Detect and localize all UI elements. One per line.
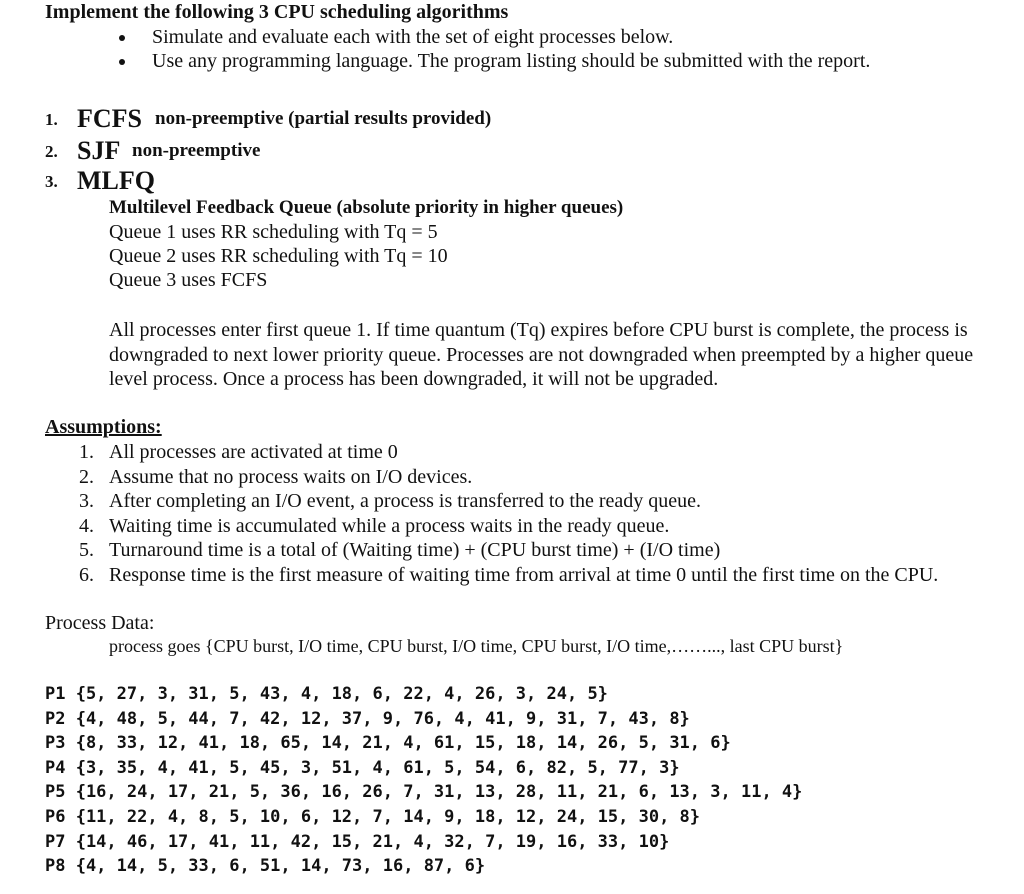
queue-line: Queue 1 uses RR scheduling with Tq = 5 [109,221,438,243]
list-item [79,514,938,539]
item-number: 1. [45,110,58,129]
process-line-p5: P5 {16, 24, 17, 21, 5, 36, 16, 26, 7, 31, 13, 28, 11, 21, 6, 13, 3, 11, 4} [45,782,803,803]
queue-line: Queue 3 uses FCFS [109,269,268,291]
process-line-p2: P2 {4, 48, 5, 44, 7, 42, 12, 37, 9, 76, 4, 41, 9, 31, 7, 43, 8} [45,708,690,729]
page-title: Implement the following 3 CPU scheduling algorithms [45,1,509,23]
assumptions-title: Assumptions: [45,416,162,438]
item-number: 4. [79,514,94,537]
algorithm-name: MLFQ [77,166,155,195]
list-item [79,465,938,490]
bullet-item: Use any programming language. The program listing should be submitted with the report. [152,50,871,72]
algorithm-desc: non-preemptive [132,140,261,161]
process-line-p7: P7 {14, 46, 17, 41, 11, 42, 15, 21, 4, 32, 7, 19, 16, 33, 10} [45,831,670,852]
queue-line: Queue 2 uses RR scheduling with Tq = 10 [109,245,448,267]
process-line-p3: P3 {8, 33, 12, 41, 18, 65, 14, 21, 4, 61, 15, 18, 14, 26, 5, 31, 6} [45,733,731,754]
process-line-p8: P8 {4, 14, 5, 33, 6, 51, 14, 73, 16, 87, 6} [45,856,486,877]
algorithm-name: SJF [77,136,121,165]
assumptions-list [79,440,938,588]
item-number: 3. [79,490,94,513]
item-text: Assume that no process waits on I/O devices. [109,465,473,488]
item-text: After completing an I/O event, a process is transferred to the ready queue. [109,490,701,513]
item-text: Response time is the first measure of waiting time from arrival at time 0 until the first time on the CPU. [109,563,939,586]
process-list [45,682,802,879]
bullet-item: Simulate and evaluate each with the set of eight processes below. [152,26,674,48]
algorithm-desc: non-preemptive (partial results provided) [155,108,492,129]
item-number: 2. [79,465,94,488]
item-text: Turnaround time is a total of (Waiting time) + (CPU burst time) + (I/O time) [109,539,721,562]
process-line-p4: P4 {3, 35, 4, 41, 5, 45, 3, 51, 4, 61, 5, 54, 6, 82, 5, 77, 3} [45,757,680,778]
item-number: 1. [79,441,94,463]
process-line-p1: P1 {5, 27, 3, 31, 5, 43, 4, 18, 6, 22, 4, 26, 3, 24, 5} [45,684,608,704]
item-number: 3. [45,172,58,191]
bullet-icon [119,59,125,65]
list-item [79,538,938,563]
process-data-title: Process Data: [45,612,155,634]
process-data-description: process goes {CPU burst, I/O time, CPU burst, I/O time, CPU burst, I/O time,……..., last CPU burst} [109,636,844,656]
item-number: 2. [45,142,58,161]
item-number: 5. [79,539,94,562]
list-item [79,440,938,465]
bullet-icon [119,35,125,41]
list-item [79,563,938,588]
mlfq-title: Multilevel Feedback Queue (absolute priority in higher queues) [109,197,624,218]
item-text: Waiting time is accumulated while a process waits in the ready queue. [109,514,670,537]
process-line-p6: P6 {11, 22, 4, 8, 5, 10, 6, 12, 7, 14, 9, 18, 12, 24, 15, 30, 8} [45,806,701,827]
mlfq-paragraph: All processes enter first queue 1. If time quantum (Tq) expires before CPU burst is complete, the process is downgraded to next lower priority queue. Processes are not downgraded when preempted by a higher queue level process. Once a process has been downgraded, it will not be upgraded. [109,319,974,390]
algorithm-name: FCFS [77,104,142,133]
item-text: All processes are activated at time 0 [109,441,398,463]
item-number: 6. [79,563,94,586]
list-item [79,489,938,514]
